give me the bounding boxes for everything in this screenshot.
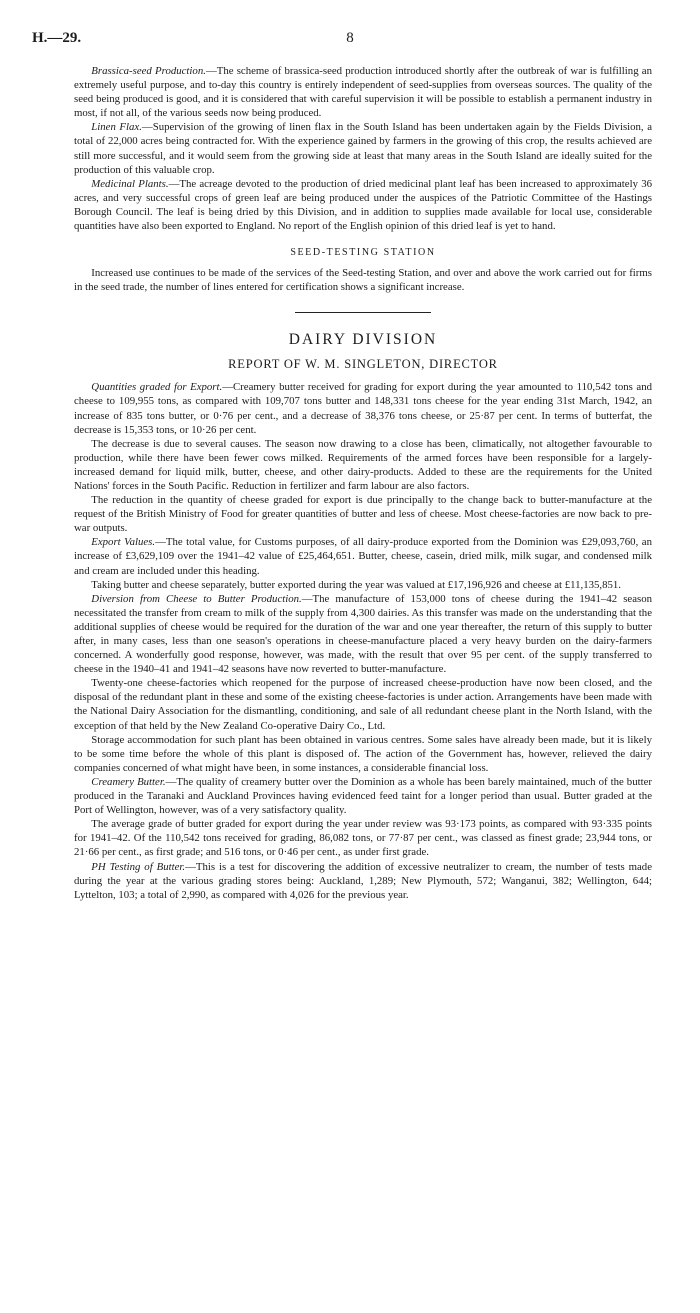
paragraph-lead: Creamery Butter.	[91, 775, 166, 788]
division-title: DAIRY DIVISION	[288, 331, 438, 349]
paragraph-lead: Linen Flax.	[91, 121, 142, 134]
paragraph-lead: Quantities graded for Export.	[91, 381, 223, 394]
paragraph-lead: Brassica-seed Production.	[91, 65, 206, 77]
paragraph-lead: Export Values.	[91, 536, 156, 549]
paragraph-decrease: The decrease is due to several causes. The season now drawing to a close has been, climatically, not altogether favourable to production, while there have been fewer cows milked. Requirements of the armed forces have been responsible for a largely-increased demand for liquid milk, butter, cheese, and other dairy-products. Added to these are the requirements for the United Nations' forces in the South Pacific. Reduction in fertilizer and farm labour are also factors.	[74, 437, 652, 492]
paragraph-text: —The quality of creamery butter over the Dominion as a whole has been barely maintained, much of the butter produced in the Taranaki and Auckland Provinces having evidenced feed taint for a longer period than usual. Butter graded at the Port of Wellington, however, was of a very satisfactory quality.	[74, 775, 652, 817]
paragraph-diversion	[74, 592, 652, 677]
paragraph-text: —The manufacture of 153,000 tons of cheese during the 1941–42 season necessitated the transfer from cream to milk of the supply from 4,300 dairies. As this transfer was made on the understanding that the additional supplies of cheese would be required for the duration of the war and one year thereafter, the return of this supply to butter after, in many cases, less than one season's operations in cheese-manufacture placed a very heavy burden on the dairy-farmers concerned. A wonderfully good response, however, was made, with the result that over 95 per cent. of the supply transferred to cheese in the 1940–41 and 1941–42 seasons have now reverted to butter-manufacture.	[74, 592, 652, 676]
paragraph-text: —The scheme of brassica-seed production introduced shortly after the outbreak of war is fulfilling an extremely useful purpose, and to-day this country is entirely independent of seed-supplies from overseas sources. The quality of the seed being produced is good, and it is considered that with careful supervision it will be possible to establish a permanent industry in most, if not all, of the various seeds now being produced.	[74, 65, 652, 120]
paragraph-text: —The total value, for Customs purposes, of all dairy-produce exported from the Dominion was £29,093,760, an increase of £3,629,109 over the 1941–42 value of £25,464,651. Butter, cheese, casein, dried milk, milk sugar, and condensed milk and cream are included under this heading.	[74, 536, 652, 577]
paragraph-twenty-one-factories: Twenty-one cheese-factories which reopened for the purpose of increased cheese-production have now been closed, and the disposal of the redundant plant in these and some of the existing cheese-factories is under action. Arrangements have been made with the National Dairy Association for the dismantling, conditioning, and sale of all redundant cheese plant in the North Island, with the exception of that held by the New Zealand Co-operative Dairy Co., Ltd.	[74, 677, 652, 732]
paragraph-average-grade: The average grade of butter graded for export during the year under review was 93·173 points, as compared with 93·335 points for 1941–42. Of the 110,542 tons received for grading, 86,082 tons, or 77·87 per cent., was classed as finest grade; 23,944 tons, or 21·66 per cent., as first grade; and 516 tons, or 0·46 per cent., as under first grade.	[74, 818, 652, 859]
paragraph-reduction: The reduction in the quantity of cheese graded for export is due principally to the change back to butter-manufacture at the request of the British Ministry of Food for greater quantities of butter and less of cheese. Most cheese-factories are now back to pre-war outputs.	[74, 494, 652, 535]
paragraph-lead: PH Testing of Butter.	[91, 860, 186, 873]
paragraph-lead: Medicinal Plants.	[91, 177, 169, 190]
paragraph-seed-testing: Increased use continues to be made of the services of the Seed-testing Station, and over and above the work carried out for firms in the seed trade, the number of lines entered for certification shows a significant increase.	[74, 267, 652, 294]
report-title: REPORT OF W. M. SINGLETON, DIRECTOR	[228, 357, 498, 372]
paragraph-medicinal-plants	[74, 177, 652, 233]
paragraph-brassica	[74, 64, 652, 120]
paragraph-text: —This is a test for discovering the addition of excessive neutralizer to cream, the number of tests made during the year at the various grading stores being: Auckland, 1,289; New Plymouth, 572; Wanganui, 382; Wellington, 644; Lyttelton, 103; a total of 2,990, as compared with 4,026 for the previous year.	[74, 860, 652, 901]
paragraph-text: —Supervision of the growing of linen flax in the South Island has been undertaken again by the Fields Division, a total of 22,000 acres being contracted for. With the experience gained by farmers in the growing of this crop, the results achieved are still more successful, and it would seem from the growing side at least that many areas in the South Island are ideally suited for the production of this valuable crop.	[74, 121, 652, 176]
paragraph-storage: Storage accommodation for such plant has been obtained in various centres. Some sales have already been made, but it is likely to be some time before the whole of this plant is disposed of. The action of the Government has, however, relieved the dairy companies concerned of what might have been, in some instances, a considerable financial loss.	[74, 733, 652, 774]
paragraph-text: —The acreage devoted to the production of dried medicinal plant leaf has been increased to approximately 36 acres, and very successful crops of green leaf are being produced under the auspices of the Patriotic Committee of the Hastings Borough Council. The leaf is being dried by this Division, and in addition to supplies made available for local use, considerable quantities have also been exported to England. No report of the English opinion of this dried leaf is yet to hand.	[74, 177, 653, 233]
section-heading-seed-testing: SEED-TESTING STATION	[290, 247, 436, 259]
paragraph-export-values	[74, 535, 652, 577]
paragraph-taking-butter: Taking butter and cheese separately, butter exported during the year was valued at £17,196,926 and cheese at £11,135,851.	[91, 578, 621, 591]
paragraph-creamery-butter	[74, 775, 652, 817]
document-reference: H.—29.	[32, 30, 82, 46]
section-divider	[295, 312, 431, 313]
paragraph-quantities	[74, 380, 652, 436]
paragraph-linen-flax	[74, 120, 652, 176]
page-body	[74, 64, 652, 902]
paragraph-ph-testing	[74, 860, 652, 902]
paragraph-text: —Creamery butter received for grading for export during the year amounted to 110,542 tons and cheese to 109,955 tons, as compared with 109,707 tons butter and 148,331 tons cheese for the year ending 31st March, 1942, an increase of 835 tons butter, or 0·76 per cent., and a decrease of 38,376 tons cheese, or 25·87 per cent. In terms of butterfat, the decrease is 15,353 tons, or 10·26 per cent.	[74, 381, 652, 436]
paragraph-lead: Diversion from Cheese to Butter Production.	[91, 592, 302, 605]
page-number: 8	[346, 30, 354, 46]
